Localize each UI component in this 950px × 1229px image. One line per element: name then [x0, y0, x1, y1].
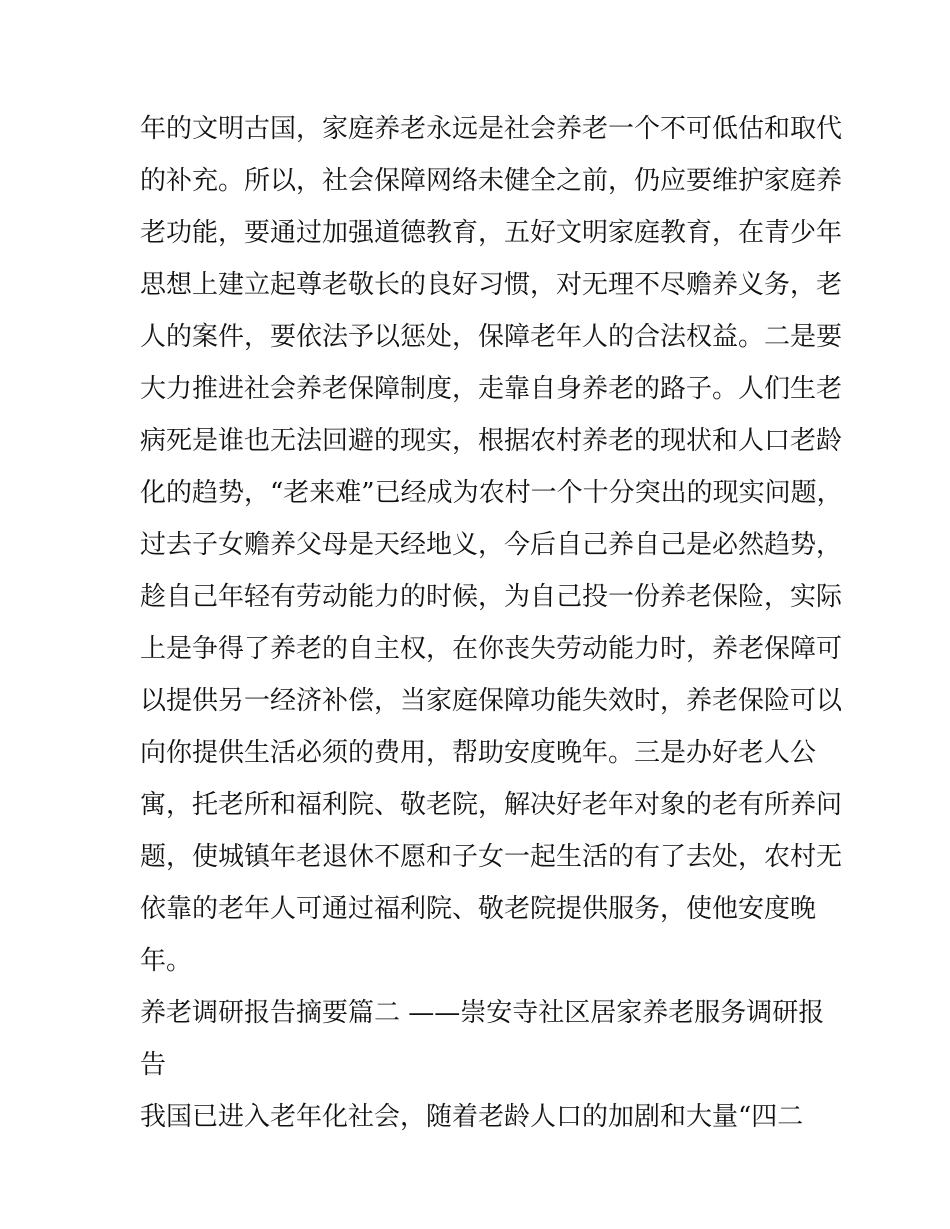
text-line: 我国已进入老年化社会，随着老龄人口的加剧和大量“四二	[140, 1102, 804, 1132]
text-line: 老功能，要通过加强道德教育，五好文明家庭教育，在青少年	[140, 218, 843, 248]
text-line: 向你提供生活必须的费用，帮助安度晚年。三是办好老人公	[140, 738, 817, 768]
text-line: 趁自己年轻有劳动能力的时候，为自己投一份养老保险，实际	[140, 582, 843, 612]
text-line: 思想上建立起尊老敬长的良好习惯，对无理不尽赡养义务，老	[140, 270, 843, 300]
text-line: 人的案件，要依法予以惩处，保障老年人的合法权益。二是要	[140, 322, 843, 352]
text-line: 年。	[140, 946, 193, 976]
text-line: 化的趋势，“老来难”已经成为农村一个十分突出的现实问题，	[140, 478, 843, 508]
text-line: 依靠的老年人可通过福利院、敬老院提供服务，使他安度晚	[140, 894, 817, 924]
text-line: 病死是谁也无法回避的现实，根据农村养老的现状和人口老龄	[140, 426, 843, 456]
text-line: 题，使城镇年老退休不愿和子女一起生活的有了去处，农村无	[140, 842, 843, 872]
text-line: 寓，托老所和福利院、敬老院，解决好老年对象的老有所养问	[140, 790, 843, 820]
text-line: 年的文明古国，家庭养老永远是社会养老一个不可低估和取代	[140, 114, 843, 144]
text-line: 上是争得了养老的自主权，在你丧失劳动能力时，养老保障可	[140, 634, 843, 664]
text-line: 大力推进社会养老保障制度，走靠自身养老的路子。人们生老	[140, 374, 843, 404]
text-line: 的补充。所以，社会保障网络未健全之前，仍应要维护家庭养	[140, 166, 843, 196]
section-heading-line: 告	[140, 1050, 167, 1080]
text-line: 过去子女赡养父母是天经地义，今后自己养自己是必然趋势，	[140, 530, 843, 560]
text-line: 以提供另一经济补偿，当家庭保障功能失效时，养老保险可以	[140, 686, 843, 716]
section-heading-line: 养老调研报告摘要篇二 ——崇安寺社区居家养老服务调研报	[140, 998, 825, 1028]
